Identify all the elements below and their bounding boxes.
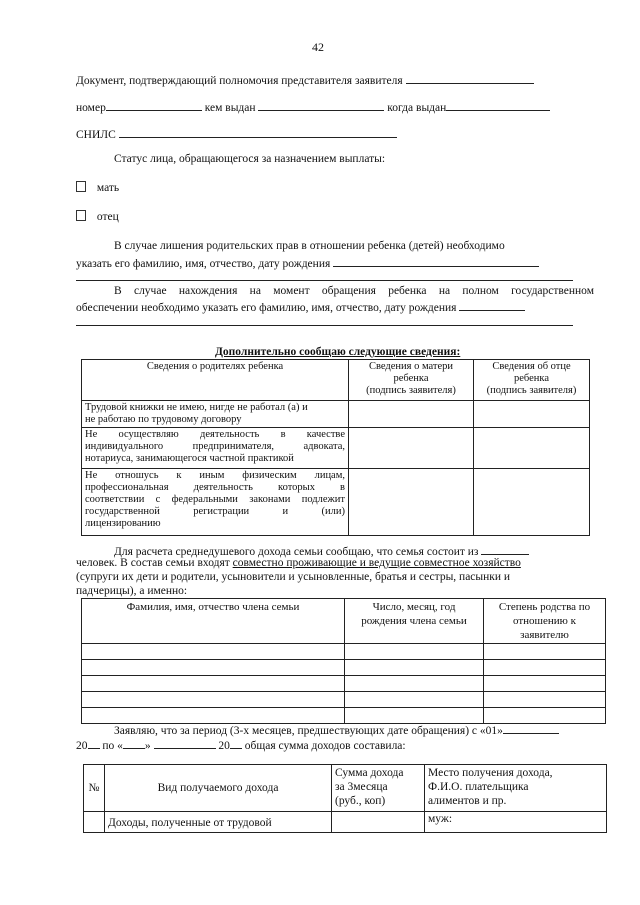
- parents-table-header: [82, 360, 590, 401]
- member-relation-cell[interactable]: [484, 644, 606, 660]
- row-no-licensed: [82, 469, 349, 536]
- representative-document-label: Документ, подтверждающий полномочия представителя заявителя: [76, 75, 403, 87]
- header-sum-line-1: Сумма дохода: [335, 767, 404, 779]
- row-no-entrepreneur-line-3: нотариуса, занимающегося частной практикой: [85, 453, 294, 464]
- header-mother: [349, 360, 474, 401]
- period-line-2: [76, 737, 406, 752]
- family-line-2-underlined: совместно проживающие и ведущие совместное хозяйство: [232, 557, 521, 569]
- snils-line: [76, 126, 397, 141]
- period-total-text: общая сумма доходов составила:: [244, 740, 406, 752]
- period-end-day-field[interactable]: [123, 737, 145, 749]
- snils-field[interactable]: [119, 126, 397, 138]
- issued-by-label: кем выдан: [204, 102, 256, 114]
- issued-by-field[interactable]: [258, 99, 384, 111]
- row-no-employment-line-2: не работаю по трудовому договору: [85, 414, 242, 425]
- state-care-field-line-2[interactable]: [76, 325, 573, 326]
- header-relation-line-2: отношению к: [513, 615, 576, 627]
- state-care-line-1: В случае нахождения на момент обращения ребенка на полном государственном: [114, 285, 594, 297]
- table-row: [82, 660, 606, 676]
- table-row: [82, 401, 590, 428]
- table-row: [82, 644, 606, 660]
- period-start-month-field[interactable]: [503, 722, 559, 734]
- header-sum-line-2: за 3месяца: [335, 781, 388, 793]
- header-father: [474, 360, 590, 401]
- family-table-header: [82, 599, 606, 644]
- member-relation-cell[interactable]: [484, 660, 606, 676]
- header-birth-line-2: рождения члена семьи: [361, 615, 467, 627]
- header-mother-line-1: Сведения о матери: [368, 361, 454, 372]
- member-name-cell[interactable]: [82, 676, 345, 692]
- income-place-cell[interactable]: муж:: [425, 812, 607, 833]
- period-start-year-field[interactable]: [88, 737, 100, 749]
- header-parents-info: Сведения о родителях ребенка: [82, 360, 349, 401]
- issued-when-field[interactable]: [446, 99, 550, 111]
- member-name-cell[interactable]: [82, 692, 345, 708]
- header-member-name: Фамилия, имя, отчество члена семьи: [82, 599, 345, 644]
- father-label: отец: [96, 211, 119, 223]
- family-line-4: падчерицы), а именно:: [76, 585, 188, 597]
- row-no-entrepreneur-line-2: индивидуального предпринимателя, адвоката,: [85, 441, 345, 452]
- table-row: [82, 428, 590, 469]
- row-no-employment: [82, 401, 349, 428]
- family-count-field[interactable]: [481, 543, 529, 555]
- status-prompt: Статус лица, обращающегося за назначением выплаты:: [114, 153, 386, 165]
- header-father-line-2: ребенка: [514, 373, 549, 384]
- period-quote-close: »: [144, 740, 151, 752]
- parents-info-table: [81, 359, 590, 536]
- family-members-table: [81, 598, 606, 724]
- status-option-mother[interactable]: [76, 181, 119, 194]
- number-label: номер: [76, 102, 106, 114]
- father-signature-cell[interactable]: [474, 469, 590, 536]
- table-row: [82, 469, 590, 536]
- income-num-cell[interactable]: [84, 812, 105, 833]
- header-father-line-1: Сведения об отце: [492, 361, 571, 372]
- header-relation-line-1: Степень родства по: [498, 601, 591, 613]
- header-income-sum: [332, 765, 425, 812]
- member-birth-cell[interactable]: [345, 692, 484, 708]
- row-no-licensed-line-2: профессиональная деятельность которых в: [85, 482, 345, 493]
- member-birth-cell[interactable]: [345, 644, 484, 660]
- issued-when-label: когда выдан: [387, 102, 447, 114]
- family-line-1-text: Для расчета среднедушевого дохода семьи сообщаю, что семья состоит из: [114, 546, 479, 558]
- header-place-line-1: Место получения дохода,: [428, 767, 553, 779]
- table-row: [82, 676, 606, 692]
- state-care-line-2-text: обеспечении необходимо указать его фамилию, имя, отчество, дату рождения: [76, 302, 457, 314]
- father-signature-cell[interactable]: [474, 401, 590, 428]
- mother-checkbox[interactable]: [76, 181, 86, 192]
- row-no-licensed-line-5: лицензированию: [85, 518, 161, 529]
- header-mother-line-3: (подпись заявителя): [366, 385, 456, 396]
- period-year-label-1: 20: [76, 740, 88, 752]
- father-checkbox[interactable]: [76, 210, 86, 221]
- row-no-licensed-line-4: государственной регистрации и (или): [85, 506, 345, 517]
- header-sum-line-3: (руб., коп): [335, 795, 386, 807]
- additional-info-title: Дополнительно сообщаю следующие сведения:: [215, 346, 461, 358]
- row-no-entrepreneur: [82, 428, 349, 469]
- income-table-header: [84, 765, 607, 812]
- period-end-year-field[interactable]: [230, 737, 242, 749]
- period-line-1: [114, 722, 559, 737]
- number-field[interactable]: [106, 99, 202, 111]
- deprivation-line-1: В случае лишения родительских прав в отношении ребенка (детей) необходимо: [114, 240, 505, 252]
- header-num: №: [84, 765, 105, 812]
- row-no-entrepreneur-line-1: Не осуществляю деятельность в качестве: [85, 429, 345, 440]
- representative-document-field[interactable]: [406, 72, 534, 84]
- table-row: [84, 812, 607, 833]
- representative-document-line: [76, 72, 534, 87]
- deprivation-field[interactable]: [333, 255, 539, 267]
- income-type-cell: Доходы, полученные от трудовой: [105, 812, 332, 833]
- family-line-2-text: человек. В состав семьи входят: [76, 557, 233, 569]
- row-no-employment-line-1: Трудовой книжки не имею, нигде не работал (а) и: [85, 402, 308, 413]
- snils-label: СНИЛС: [76, 129, 116, 141]
- header-father-line-3: (подпись заявителя): [486, 385, 577, 396]
- header-mother-line-2: ребенка: [393, 373, 429, 384]
- mother-label: мать: [96, 182, 120, 194]
- income-table: [83, 764, 607, 833]
- deprivation-line-2: [76, 255, 539, 270]
- period-end-month-field[interactable]: [154, 737, 216, 749]
- mother-signature-cell[interactable]: [349, 401, 474, 428]
- header-birth-date: [345, 599, 484, 644]
- state-care-line-2: [76, 299, 525, 314]
- member-relation-cell[interactable]: [484, 692, 606, 708]
- family-line-3: (супруги их дети и родители, усыновители и усыновленные, братья и сестры, пасынки и: [76, 571, 511, 583]
- income-sum-cell[interactable]: [332, 812, 425, 833]
- header-relation-line-3: заявителю: [520, 629, 569, 641]
- header-birth-line-1: Число, месяц, год: [372, 601, 456, 613]
- member-name-cell[interactable]: [82, 660, 345, 676]
- header-place-line-2: Ф.И.О. плательщика: [428, 781, 529, 793]
- family-line-1: [114, 543, 529, 558]
- page-number: 42: [312, 40, 324, 54]
- member-name-cell[interactable]: [82, 644, 345, 660]
- row-no-licensed-line-1: Не отношусь к иным физическим лицам,: [85, 470, 345, 481]
- header-income-place: [425, 765, 607, 812]
- period-to-label: по «: [102, 740, 123, 752]
- period-year-label-2: 20: [218, 740, 230, 752]
- mother-signature-cell[interactable]: [349, 469, 474, 536]
- member-birth-cell[interactable]: [345, 660, 484, 676]
- father-signature-cell[interactable]: [474, 428, 590, 469]
- member-birth-cell[interactable]: [345, 676, 484, 692]
- status-option-father[interactable]: [76, 210, 119, 223]
- row-no-licensed-line-3: соответствии с федеральными законами подлежит: [85, 494, 345, 505]
- header-relation: [484, 599, 606, 644]
- period-line-1-text: Заявляю, что за период (3-х месяцев, предшествующих дате обращения) с «01»: [114, 725, 503, 737]
- header-place-line-3: алиментов и пр.: [428, 795, 507, 807]
- family-line-2: [76, 557, 521, 569]
- deprivation-line-2-text: указать его фамилию, имя, отчество, дату рождения: [76, 258, 331, 270]
- document-id-line: [76, 99, 550, 114]
- state-care-field[interactable]: [459, 299, 525, 311]
- table-row: [82, 692, 606, 708]
- deprivation-field-line-2[interactable]: [76, 280, 573, 281]
- member-relation-cell[interactable]: [484, 676, 606, 692]
- mother-signature-cell[interactable]: [349, 428, 474, 469]
- header-income-type: Вид получаемого дохода: [105, 765, 332, 812]
